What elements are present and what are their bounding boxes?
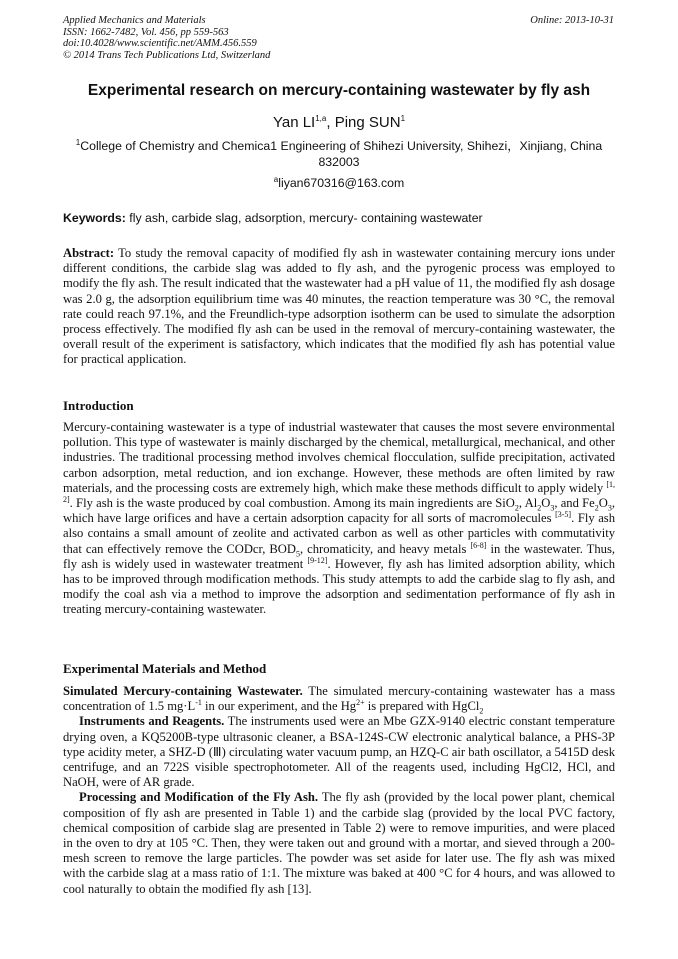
introduction-body <box>63 420 615 618</box>
paragraph-simulated-wastewater <box>63 684 615 714</box>
superscript: -1 <box>195 698 202 708</box>
keywords <box>63 211 615 225</box>
email-text: liyan670316@163.com <box>278 176 405 190</box>
subscript: 5 <box>295 549 300 559</box>
paragraph-label: Processing and Modification of the Fly Ash. <box>79 790 319 805</box>
paragraph-text: is prepared with HgCl <box>364 699 480 714</box>
subscript: 2 <box>514 503 519 513</box>
methods-heading: Experimental Materials and Method <box>63 661 267 676</box>
intro-text: O <box>598 496 608 511</box>
keywords-text: fly ash, carbide slag, adsorption, mercury- containing wastewater <box>125 211 483 225</box>
citation: [3-5] <box>555 510 572 520</box>
author-2-sup: 1 <box>400 114 406 123</box>
author-1-name: Yan LI <box>272 114 316 131</box>
superscript: 2+ <box>356 698 365 708</box>
introduction-heading: Introduction <box>63 398 134 413</box>
intro-text: . Fly ash is the waste produced by coal combustion. Among its main ingredients are SiO <box>69 496 515 511</box>
intro-text: in the wastewater. Thus, fly ash is widely used in wastewater treatment <box>63 541 616 571</box>
subscript: 2 <box>479 706 484 716</box>
author-line <box>0 114 678 131</box>
methods-body <box>63 684 615 897</box>
intro-text: , and Fe <box>554 496 595 511</box>
paragraph-processing <box>63 790 615 896</box>
intro-text: . However, fly ash has limited adsorption ability, which has to be improved through modification methods. This study attempts to add the carbide slag to fly ash, and modify the coal ash via a method to improve the adsorption and sedimentation performance of fly ash in treating mercury-containing wastewater. <box>63 556 615 617</box>
doi-line: doi:10.4028/www.scientific.net/AMM.456.559 <box>63 38 257 49</box>
email-sup: a <box>273 174 279 184</box>
affiliation-sup: 1 <box>75 137 81 147</box>
subscript: 3 <box>607 503 612 513</box>
paragraph-instruments <box>63 714 615 790</box>
intro-text: , chromaticity, and heavy metals <box>299 541 471 556</box>
issn-line: ISSN: 1662-7482, Vol. 456, pp 559-563 <box>63 26 229 38</box>
abstract-label: Abstract: <box>63 246 115 260</box>
paragraph-text: The instruments used were an Mbe GZX-9140 electric constant temperature drying oven, a KQ5200B-type ultrasonic cleaner, a BSA-124S-CW electronic analytical balance, a PHS-3P type acidity meter, a SHZ-D (Ⅲ) circulating water vacuum pump, an HZQ-C air bath oscillator, a 5415D desk centrifuge, and an 722S visible spectrophotometer. All of the reagents used, including HgCl2, HCl, and NaOH, were of AR grade. <box>63 714 616 790</box>
affiliation-text: College of Chemistry and Chemica1 Engineering of Shihezi University, Shihezi，Xinjiang, China 832003 <box>80 139 603 169</box>
abstract <box>63 246 615 368</box>
intro-text: , Al <box>518 496 538 511</box>
subscript: 2 <box>594 503 599 513</box>
author-email <box>0 176 678 190</box>
author-2-name: , Ping SUN <box>326 114 401 131</box>
abstract-text: To study the removal capacity of modified fly ash in wastewater containing mercury ions under different conditions, the carbide slag was added to fly ash, and the pyrogenic process was employed to modify the fly ash. The result indicated that the wastewater had a pH value of 11, the modified fly ash dosage was 2.0 g, the adsorption equilibrium time was 40 minutes, the reaction temperature was 30 °C, the removal rate could reach 97.1%, and the Freundlich-type adsorption isotherm can be used to simulate the adsorption process effectively. The modified fly ash can be used in the removal of mercury-containing wastewater, the overall result of the experiment is satisfactory, which indicates that the modified fly ash has potential value for practical application. <box>63 246 615 367</box>
subscript: 2 <box>537 503 542 513</box>
paragraph-label: Instruments and Reagents. <box>79 714 225 729</box>
affiliation <box>63 138 615 170</box>
intro-text: . Fly ash also contains a small amount of zeolite and activated carbon as well as other particles with commutativity that can effectively remove the CODcr, BOD <box>63 511 615 556</box>
paper-title: Experimental research on mercury-containing wastewater by fly ash <box>87 82 591 99</box>
paragraph-text: The simulated mercury-containing wastewater has a mass concentration of 1.5 mg·L <box>63 684 616 714</box>
journal-name: Applied Mechanics and Materials <box>63 15 206 26</box>
copyright-line: © 2014 Trans Tech Publications Ltd, Switzerland <box>63 49 271 61</box>
online-date: Online: 2013-10-31 <box>530 15 614 26</box>
citation: [1, 2] <box>63 479 615 504</box>
citation: [9-12] <box>307 555 328 565</box>
intro-text: , which have large orifices and have a certain adsorption capacity for all sorts of macromolecules <box>63 496 615 526</box>
author-1-sup: 1,a <box>315 114 327 123</box>
journal-header <box>63 15 270 61</box>
keywords-label: Keywords: <box>63 211 126 225</box>
intro-text: Mercury-containing wastewater is a type of industrial wastewater that causes the most severe environmental pollution. This type of wastewater is mainly discharged by the chemical, metallurgical, mechanical, and other industries. The traditional processing method involves chemical flocculation, sulfide precipitation, activated carbon adsorption, metal reduction, and ion exchange. However, these methods are often limited by raw materials, and the processing costs are extremely high, which make these methods difficult to apply widely <box>63 420 615 495</box>
paragraph-text: in our experiment, and the Hg <box>201 699 357 714</box>
citation: [6-8] <box>470 540 487 550</box>
intro-text: O <box>541 496 551 511</box>
paragraph-text: The fly ash (provided by the local power plant, chemical composition of fly ash are presented in Table 1) and the carbide slag (provided by the local PVC factory, chemical composition of carbide slag are presented in Table 2) were to remove impurities, and were placed in the oven to dry at 105 °C. Then, they were taken out and ground with a mortar, and sieved through a 200-mesh screen to remove the large particles. The powder was set aside for later use. The fly ash was mixed with the carbide slag at a mass ratio of 1:1. The mixture was baked at 400 °C for 4 hours, and was allowed to cool naturally to obtain the modified fly ash [13]. <box>63 790 616 896</box>
subscript: 3 <box>550 503 555 513</box>
paragraph-label: Simulated Mercury-containing Wastewater. <box>63 684 303 698</box>
